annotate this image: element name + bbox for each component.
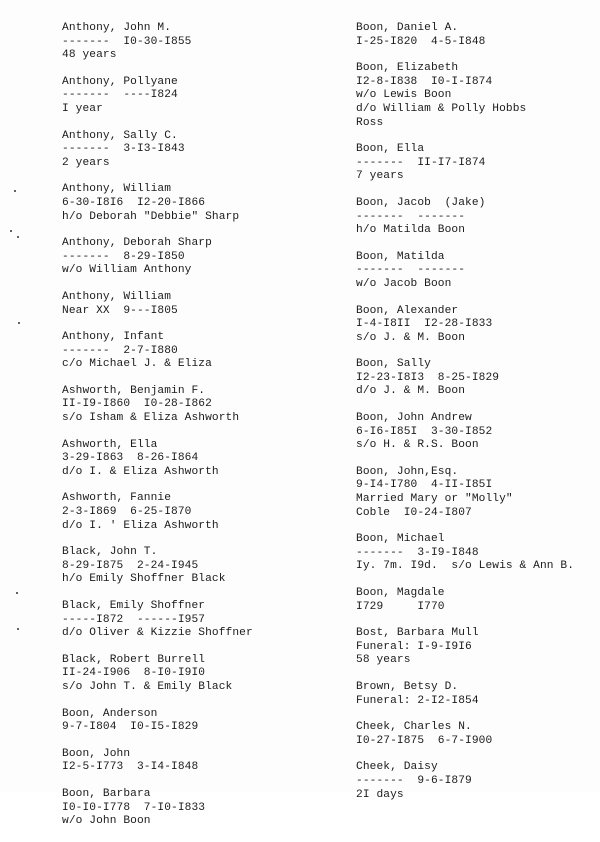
record-detail: Coble I0-24-I807 — [356, 506, 472, 519]
record-name: Black, Robert Burrell — [62, 653, 206, 666]
record-detail: ------- ------- — [356, 210, 466, 223]
record-detail: I0-27-I875 6-7-I900 — [356, 734, 493, 747]
record-detail: s/o John T. & Emily Black — [62, 680, 233, 693]
record-detail: ------- I0-30-I855 — [62, 35, 192, 48]
record-name: Anthony, William — [62, 290, 172, 303]
record-name: Boon, Magdale — [356, 587, 445, 599]
record-entry — [356, 251, 600, 292]
record-detail: d/o Oliver & Kizzie Shoffner — [62, 627, 253, 640]
record-name: Boon, Anderson — [62, 707, 158, 720]
record-detail: 6-30-I8I6 I2-20-I866 — [62, 196, 206, 209]
record-name: Boon, Sally — [356, 358, 431, 371]
record-detail: I0-I0-I778 7-I0-I833 — [62, 801, 206, 814]
record-entry — [62, 76, 332, 117]
record-name: Cheek, Charles N. — [356, 721, 472, 734]
record-entry — [356, 721, 600, 748]
record-detail: 3-29-I863 8-26-I864 — [62, 452, 199, 465]
record-name: Boon, John — [62, 747, 131, 760]
record-detail: I729 I770 — [356, 600, 445, 613]
scan-speck — [17, 628, 19, 630]
record-detail: w/o William Anthony — [62, 264, 192, 277]
record-entry — [62, 788, 332, 829]
record-name: Anthony, Infant — [62, 331, 165, 344]
record-detail: ------- ------- — [356, 264, 466, 277]
record-name: Boon, John,Esq. — [356, 465, 459, 478]
record-detail: 2I days — [356, 788, 404, 801]
record-detail: w/o Lewis Boon — [356, 89, 452, 102]
record-detail: 2 years — [62, 156, 110, 169]
record-name: Black, John T. — [62, 546, 158, 559]
scan-speck — [18, 322, 20, 324]
record-entry — [62, 385, 332, 426]
record-name: Ashworth, Benjamin F. — [62, 384, 206, 397]
record-detail: ------- 8-29-I850 — [62, 250, 185, 263]
record-entry — [62, 183, 332, 224]
record-detail: Near XX 9---I805 — [62, 304, 178, 317]
record-entry — [356, 681, 600, 708]
record-detail: I2-5-I773 3-I4-I848 — [62, 761, 199, 774]
record-entry — [356, 587, 600, 614]
record-entry — [62, 331, 332, 372]
record-detail: ------- 9-6-I879 — [356, 774, 472, 787]
record-detail: w/o Jacob Boon — [356, 277, 452, 290]
record-entry — [356, 62, 600, 130]
record-detail: ------- 3-I9-I848 — [356, 546, 479, 559]
record-entry — [356, 533, 600, 574]
record-detail: d/o I. & Eliza Ashworth — [62, 465, 219, 478]
record-detail: 58 years — [356, 654, 411, 667]
record-detail: II-I9-I860 I0-28-I862 — [62, 398, 212, 411]
record-entry — [356, 22, 600, 49]
record-detail: c/o Michael J. & Eliza — [62, 358, 212, 371]
record-entry — [62, 492, 332, 533]
record-detail: d/o I. ' Eliza Ashworth — [62, 519, 219, 532]
record-detail: ------- ----I824 — [62, 89, 178, 102]
record-entry — [62, 600, 332, 641]
record-entry — [62, 748, 332, 775]
record-name: Anthony, William — [62, 183, 172, 196]
record-detail: I2-23-I8I3 8-25-I829 — [356, 371, 500, 384]
record-detail: Ross — [356, 116, 384, 129]
record-detail: d/o J. & M. Boon — [356, 385, 466, 398]
record-name: Boon, Elizabeth — [356, 62, 459, 75]
record-entry — [62, 291, 332, 318]
record-name: Boon, Jacob (Jake) — [356, 196, 486, 209]
record-name: Anthony, Deborah Sharp — [62, 237, 212, 250]
record-name: Anthony, John M. — [62, 22, 172, 34]
record-name: Boon, Matilda — [356, 250, 445, 263]
scan-speck — [14, 190, 16, 192]
record-detail: ------- 2-7-I880 — [62, 344, 178, 357]
record-detail: 6-I6-I85I 3-30-I852 — [356, 425, 493, 438]
record-detail: w/o John Boon — [62, 815, 151, 828]
record-entry — [62, 708, 332, 735]
record-detail: s/o H. & R.S. Boon — [356, 439, 479, 452]
record-detail: s/o J. & M. Boon — [356, 331, 466, 344]
record-detail: 9-7-I804 I0-I5-I829 — [62, 721, 199, 734]
record-detail: Funeral: 2-I2-I854 — [356, 694, 479, 707]
record-detail: 48 years — [62, 49, 117, 62]
record-entry — [356, 305, 600, 346]
record-detail: Iy. 7m. I9d. s/o Lewis & Ann B. — [356, 560, 575, 573]
record-entry — [356, 412, 600, 453]
record-entry — [62, 22, 332, 63]
record-entry — [356, 358, 600, 399]
record-detail: 2-3-I869 6-25-I870 — [62, 506, 192, 519]
record-name: Brown, Betsy D. — [356, 680, 459, 693]
record-detail: I year — [62, 102, 103, 115]
record-entry — [356, 627, 600, 668]
record-entry — [62, 546, 332, 587]
record-name: Bost, Barbara Mull — [356, 627, 479, 640]
record-detail: 9-I4-I780 4-II-I85I — [356, 479, 493, 492]
record-detail: ------- 3-I3-I843 — [62, 143, 185, 156]
record-name: Boon, Alexander — [356, 304, 459, 317]
record-detail: -----I872 ------I957 — [62, 613, 206, 626]
record-entry — [62, 654, 332, 695]
record-detail: h/o Matilda Boon — [356, 224, 466, 237]
record-detail: ------- II-I7-I874 — [356, 156, 486, 169]
record-detail: I-25-I820 4-5-I848 — [356, 35, 486, 48]
record-detail: 7 years — [356, 170, 404, 183]
record-detail: I2-8-I838 I0-I-I874 — [356, 75, 493, 88]
left-column — [62, 22, 332, 842]
scan-speck — [10, 230, 12, 232]
record-name: Anthony, Pollyane — [62, 75, 178, 88]
record-detail: 8-29-I875 2-24-I945 — [62, 559, 199, 572]
scan-speck — [16, 592, 18, 594]
record-name: Boon, Ella — [356, 143, 425, 156]
scan-speck — [17, 236, 19, 238]
record-entry — [356, 143, 600, 184]
record-detail: s/o Isham & Eliza Ashworth — [62, 412, 240, 425]
record-detail: h/o Emily Shoffner Black — [62, 573, 226, 586]
record-detail: I-4-I8II I2-28-I833 — [356, 318, 493, 331]
record-detail: h/o Deborah "Debbie" Sharp — [62, 210, 240, 223]
record-entry — [356, 197, 600, 238]
record-entry — [356, 761, 600, 802]
record-name: Ashworth, Fannie — [62, 492, 172, 505]
record-entry — [62, 237, 332, 278]
record-entry — [62, 130, 332, 171]
record-name: Boon, John Andrew — [356, 412, 472, 425]
record-detail: d/o William & Polly Hobbs — [356, 102, 527, 115]
record-name: Cheek, Daisy — [356, 761, 438, 774]
right-column — [356, 22, 600, 815]
record-entry — [62, 439, 332, 480]
record-name: Anthony, Sally C. — [62, 129, 178, 142]
record-name: Black, Emily Shoffner — [62, 600, 206, 612]
record-name: Boon, Daniel A. — [356, 22, 459, 34]
record-name: Ashworth, Ella — [62, 438, 158, 451]
record-entry — [356, 466, 600, 520]
record-name: Boon, Michael — [356, 533, 445, 546]
record-detail: Funeral: I-9-I9I6 — [356, 640, 472, 653]
record-name: Boon, Barbara — [62, 787, 151, 800]
record-detail: Married Mary or "Molly" — [356, 493, 513, 506]
record-detail: II-24-I906 8-I0-I9I0 — [62, 667, 206, 680]
